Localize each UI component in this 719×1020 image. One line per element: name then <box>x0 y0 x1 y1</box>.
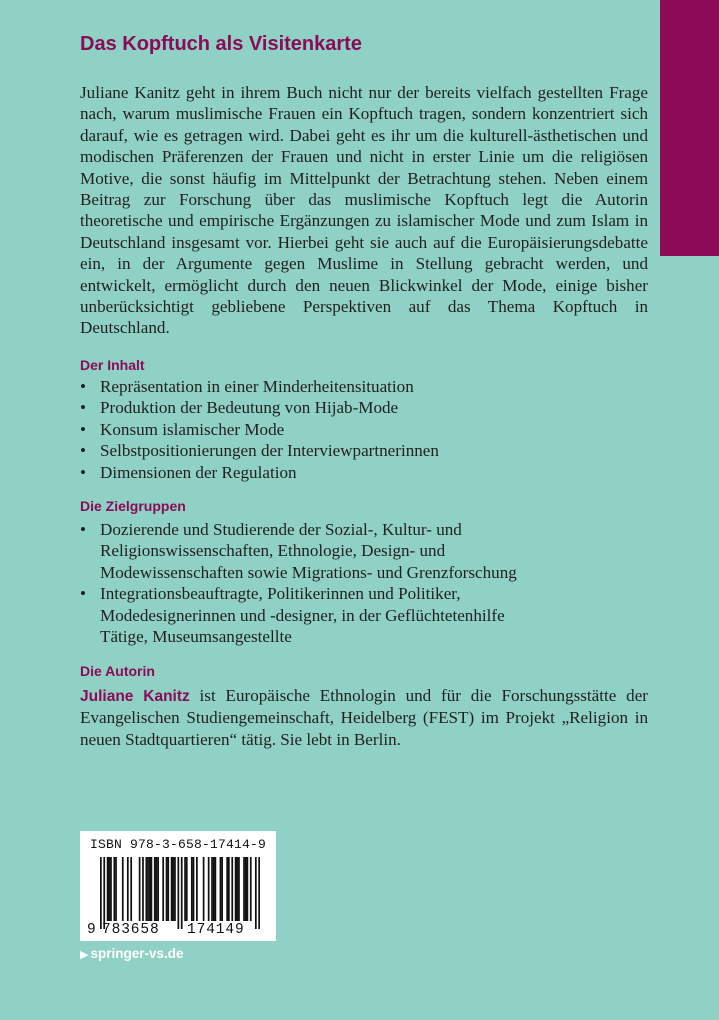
barcode-bar <box>100 857 102 929</box>
bullet-icon: • <box>80 584 86 604</box>
barcode-bar <box>247 857 249 921</box>
barcode-bar <box>231 857 233 921</box>
back-cover-title: Das Kopftuch als Visitenkarte <box>80 33 362 55</box>
barcode-bar <box>235 857 237 921</box>
barcode-bar <box>108 857 110 921</box>
zielgruppen-heading: Die Zielgruppen <box>80 498 186 514</box>
website-url: springer-vs.de <box>90 946 184 961</box>
bullet-icon: • <box>80 520 86 539</box>
barcode-bar <box>171 857 173 921</box>
barcode-bar <box>203 857 205 921</box>
barcode-bar <box>245 857 247 921</box>
barcode-bar <box>193 857 195 921</box>
author-bio-text: ist Europäische Ethnologin und für die Forschungsstätte der Evangelischen Studiengemeinschaft, Heidelberg (FEST) im Projekt „Religion in neuen Stadtquartieren“ tätig. Sie lebt in Berlin. <box>80 686 648 749</box>
accent-color-bar <box>660 0 719 256</box>
barcode-bar <box>238 857 240 921</box>
barcode-bar <box>208 857 210 921</box>
barcode-bar <box>115 857 117 921</box>
list-item: • Integrationsbeauftragte, Politikerinnen und Politiker, Modedesignerinnen und -designer, in der Geflüchtetenhilfe Tätige, Museumsangestellte <box>80 584 505 647</box>
barcode-bar <box>213 857 215 921</box>
barcode-bar <box>154 857 156 921</box>
barcode-bar <box>147 857 149 921</box>
barcode-bar <box>236 857 238 921</box>
barcode-bar <box>157 857 159 921</box>
barcode-bar <box>255 857 257 929</box>
barcode-bar <box>149 857 151 921</box>
barcode-digit-first: 9 <box>87 922 96 938</box>
barcode-bar <box>186 857 188 921</box>
barcode-bar <box>196 857 198 921</box>
publisher-website[interactable] <box>80 946 184 961</box>
barcode-bar <box>145 857 147 921</box>
barcode-bar <box>211 857 213 921</box>
autorin-heading: Die Autorin <box>80 663 155 679</box>
barcode-bar <box>122 857 124 921</box>
barcode-bar <box>166 857 168 921</box>
barcode-bar <box>162 857 164 921</box>
isbn-label: ISBN 978-3-658-17414-9 <box>89 837 267 852</box>
barcode-bar <box>130 857 132 921</box>
barcode-bar <box>191 857 193 921</box>
barcode-bar <box>177 857 179 929</box>
bullet-icon: • <box>80 419 86 439</box>
bullet-icon: • <box>80 377 86 396</box>
zielgruppen-list <box>80 519 520 647</box>
inhalt-heading: Der Inhalt <box>80 357 145 373</box>
barcode-bar <box>250 857 252 921</box>
barcode-bar <box>103 857 105 929</box>
barcode-bar <box>258 857 260 929</box>
list-item: • Selbstpositionierungen der Interviewpartnerinnen <box>80 441 439 461</box>
barcode-bar <box>139 857 141 921</box>
barcode-digits-left: 783658 <box>102 922 160 938</box>
barcode-bar <box>243 857 245 921</box>
barcode-bar <box>142 857 144 921</box>
barcode-bar <box>151 857 153 921</box>
bullet-icon: • <box>80 462 86 482</box>
barcode-bar <box>172 857 174 921</box>
barcode-bar <box>220 857 222 921</box>
barcode-bar <box>174 857 176 921</box>
inhalt-list <box>80 376 648 483</box>
author-bio <box>80 685 648 750</box>
author-name: Juliane Kanitz <box>80 688 190 705</box>
list-item: • Produktion der Bedeutung von Hijab-Mode <box>80 398 399 418</box>
list-item: • Dimensionen der Regulation <box>80 462 297 482</box>
list-item: • Dozierende und Studierende der Sozial-, Kultur- und Religionswissenschaften, Ethnologie, Design- und Modewissenschaften sowie Migrations- und Grenzforschung <box>80 520 517 582</box>
barcode-bar <box>113 857 115 921</box>
bullet-icon: • <box>80 398 86 418</box>
list-item: • Repräsentation in einer Minderheitensituation <box>80 377 414 396</box>
list-item: • Konsum islamischer Mode <box>80 419 285 439</box>
barcode-bar <box>228 857 230 921</box>
isbn-barcode <box>80 831 276 941</box>
barcode-bar <box>181 857 183 929</box>
barcode-bar <box>107 857 109 921</box>
barcode-bar <box>156 857 158 921</box>
intro-paragraph: Juliane Kanitz geht in ihrem Buch nicht nur der bereits vielfach gestellten Frage nach, warum muslimische Frauen ein Kopftuch tragen, sondern konzentriert sich darauf, wie es getragen wird. Dabei geht es ihr um die kulturell-ästhetischen und modischen Präferenzen der Frauen und nicht in erster Linie um die religiösen Motive, die sonst häufig im Mittelpunkt der Betrachtung stehen. Neben einem Beitrag zur Forschung über das muslimische Kopftuch legt die Autorin theoretische und empirische Ergänzungen zu islamischer Mode und zum Islam in Deutschland insgesamt vor. Hierbei geht sie auch auf die Europäisierungsdebatte ein, in der Argumente gegen Muslime in Stellung gebracht werden, und entwickelt, ermöglicht durch den neuen Blickwinkel der Mode, einige bisher unberücksichtigt gebliebene Perspektiven auf das Thema Kopftuch in Deutschland. <box>80 83 648 338</box>
barcode-bar <box>167 857 169 921</box>
arrow-right-icon: ▶ <box>80 949 89 961</box>
barcode-bar <box>215 857 217 921</box>
barcode-bar <box>110 857 112 921</box>
barcode-digits <box>80 922 276 940</box>
barcode-bar <box>184 857 186 921</box>
barcode-bar <box>221 857 223 921</box>
barcode-bar <box>127 857 129 921</box>
barcode-digits-right: 174149 <box>187 922 245 938</box>
bullet-icon: • <box>80 441 86 461</box>
barcode-bar <box>226 857 228 921</box>
